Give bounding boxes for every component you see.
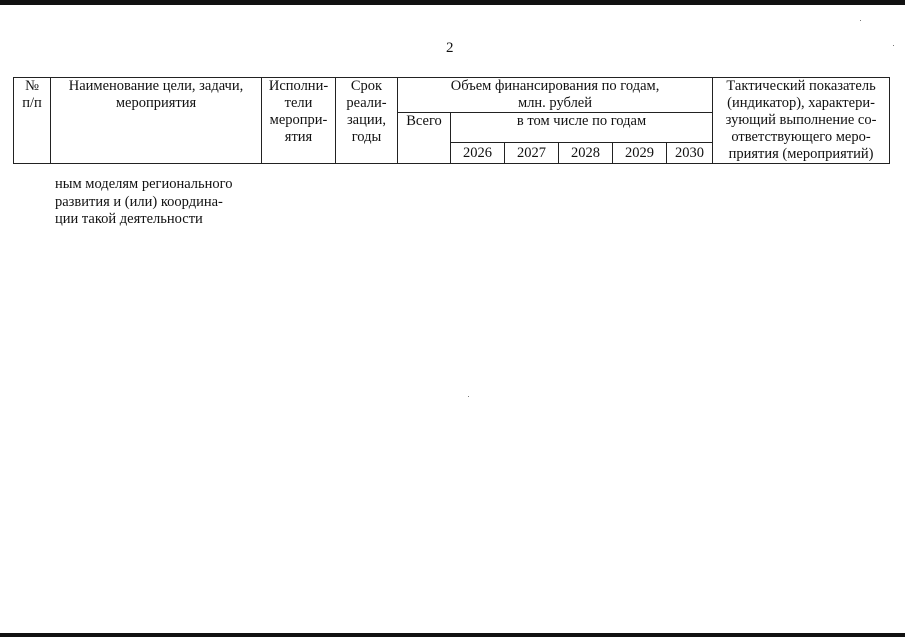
column-header-year: 2026 bbox=[451, 143, 505, 164]
column-header-year: 2030 bbox=[667, 143, 713, 164]
column-header-total: Всего bbox=[398, 113, 451, 164]
column-header-name: Наименование цели, задачи, мероприятия bbox=[51, 78, 262, 164]
column-header-funding: Объем финансирования по годам, млн. рублей bbox=[398, 78, 713, 113]
top-border-line bbox=[0, 0, 905, 5]
table-header bbox=[13, 77, 890, 164]
column-header-by-year: в том числе по годам bbox=[451, 113, 713, 143]
page-number: 2 bbox=[446, 40, 454, 56]
column-header-year: 2027 bbox=[505, 143, 559, 164]
column-header-year: 2029 bbox=[613, 143, 667, 164]
continued-cell-text: ным моделям регионального развития и (или) координа- ции такой деятельности bbox=[55, 176, 233, 227]
scan-speck bbox=[893, 45, 894, 46]
column-header-indicator: Тактический показатель (индикатор), характери- зующий выполнение со- ответствующего меро- приятия (мероприятий) bbox=[713, 78, 890, 164]
column-header-number: № п/п bbox=[14, 78, 51, 164]
bottom-border-line bbox=[0, 633, 905, 637]
column-header-term: Срок реали- зации, годы bbox=[336, 78, 398, 164]
scan-speck bbox=[860, 20, 861, 21]
scan-speck bbox=[468, 396, 469, 397]
column-header-year: 2028 bbox=[559, 143, 613, 164]
column-header-executors: Исполни- тели меропри- ятия bbox=[262, 78, 336, 164]
